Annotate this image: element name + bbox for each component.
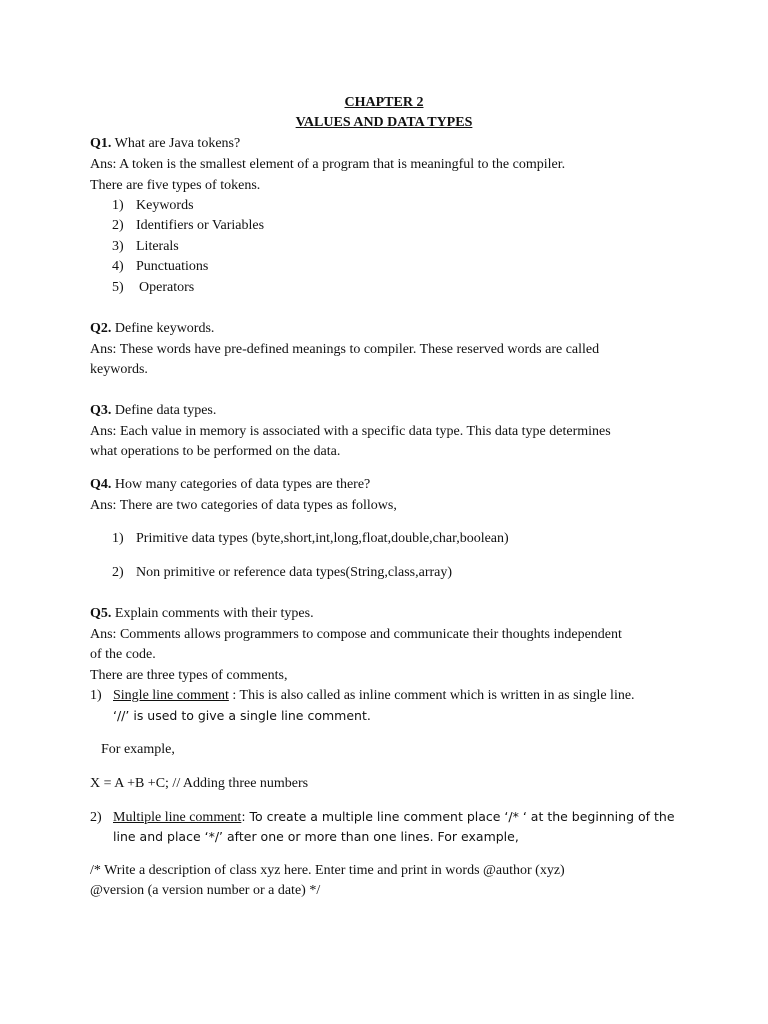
q4-answer-line-1: Ans: There are two categories of data types as follows, [90,498,397,513]
single-line-comment-description-2: ‘//’ is used to give a single line comment. [113,708,371,723]
list-item [112,217,264,234]
multi-line-comment-item [90,808,675,826]
list-item-number: 2) [112,218,124,233]
q3-question [90,402,216,419]
q1-answer-line-2: There are five types of tokens. [90,178,261,193]
multi-line-comment-term: Multiple line comment [113,810,242,825]
q4-question-text: How many categories of data types are there? [114,477,371,492]
list-item [112,258,208,275]
list-item-text: Non primitive or reference data types(String,class,array) [136,565,453,580]
q5-answer-line-3: There are three types of comments, [90,668,288,683]
q1-label: Q1. [90,136,112,151]
list-item [112,564,452,581]
list-item-text: Keywords [136,198,194,213]
list-item-number: 3) [112,239,124,254]
list-item [112,197,194,214]
list-item-text: Punctuations [136,259,209,274]
q5-answer-line-2: of the code. [90,647,156,662]
single-line-comment-item [90,687,635,704]
list-item-text: Primitive data types (byte,short,int,long,float,double,char,boolean) [136,531,509,546]
list-item-number: 4) [112,259,124,274]
list-item-number: 1) [90,688,102,703]
q2-answer-line-1: Ans: These words have pre-defined meanings to compiler. These reserved words are called [90,342,600,357]
example-code-multi-line-1: /* Write a description of class xyz here. Enter time and print in words @author (xyz) [90,863,565,878]
list-item-number: 1) [112,531,124,546]
single-line-comment-description: : This is also called as inline comment which is written in as single line. [228,688,635,703]
list-item [112,530,509,547]
chapter-title: VALUES AND DATA TYPES [295,115,473,130]
q1-question [90,135,240,152]
q2-label: Q2. [90,321,112,336]
list-item [112,238,179,255]
q5-answer-line-1: Ans: Comments allows programmers to compose and communicate their thoughts independent [90,627,622,642]
multi-line-comment-description: : To create a multiple line comment place ‘/* ‘ at the beginning of the [241,809,675,824]
q3-answer-line-1: Ans: Each value in memory is associated with a specific data type. This data type determines [90,424,611,439]
multi-line-comment-description-2: line and place ‘*/’ after one or more than one lines. For example, [113,829,519,844]
q2-question-text: Define keywords. [114,321,215,336]
chapter-heading: CHAPTER 2 [344,95,424,110]
list-item-text: Operators [139,280,195,295]
q5-label: Q5. [90,606,112,621]
q4-label: Q4. [90,477,112,492]
q4-question [90,476,370,493]
q3-answer-line-2: what operations to be performed on the data. [90,444,341,459]
list-item [112,279,194,296]
q3-question-text: Define data types. [114,403,217,418]
list-item-number: 2) [112,565,124,580]
q2-question [90,320,214,337]
q1-question-text: What are Java tokens? [114,136,241,151]
example-code-single: X = A +B +C; // Adding three numbers [90,776,309,791]
q3-label: Q3. [90,403,112,418]
list-item-number: 1) [112,198,124,213]
q1-answer-line-1: Ans: A token is the smallest element of a program that is meaningful to the compiler. [90,157,566,172]
q5-question-text: Explain comments with their types. [114,606,314,621]
q2-answer-line-2: keywords. [90,362,148,377]
list-item-text: Identifiers or Variables [136,218,265,233]
list-item-text: Literals [136,239,179,254]
single-line-comment-term: Single line comment [113,688,229,703]
list-item-number: 5) [112,280,124,295]
example-code-multi-line-2: @version (a version number or a date) */ [90,883,321,898]
list-item-number: 2) [90,810,102,825]
q5-question [90,605,314,622]
for-example-label: For example, [101,742,175,757]
